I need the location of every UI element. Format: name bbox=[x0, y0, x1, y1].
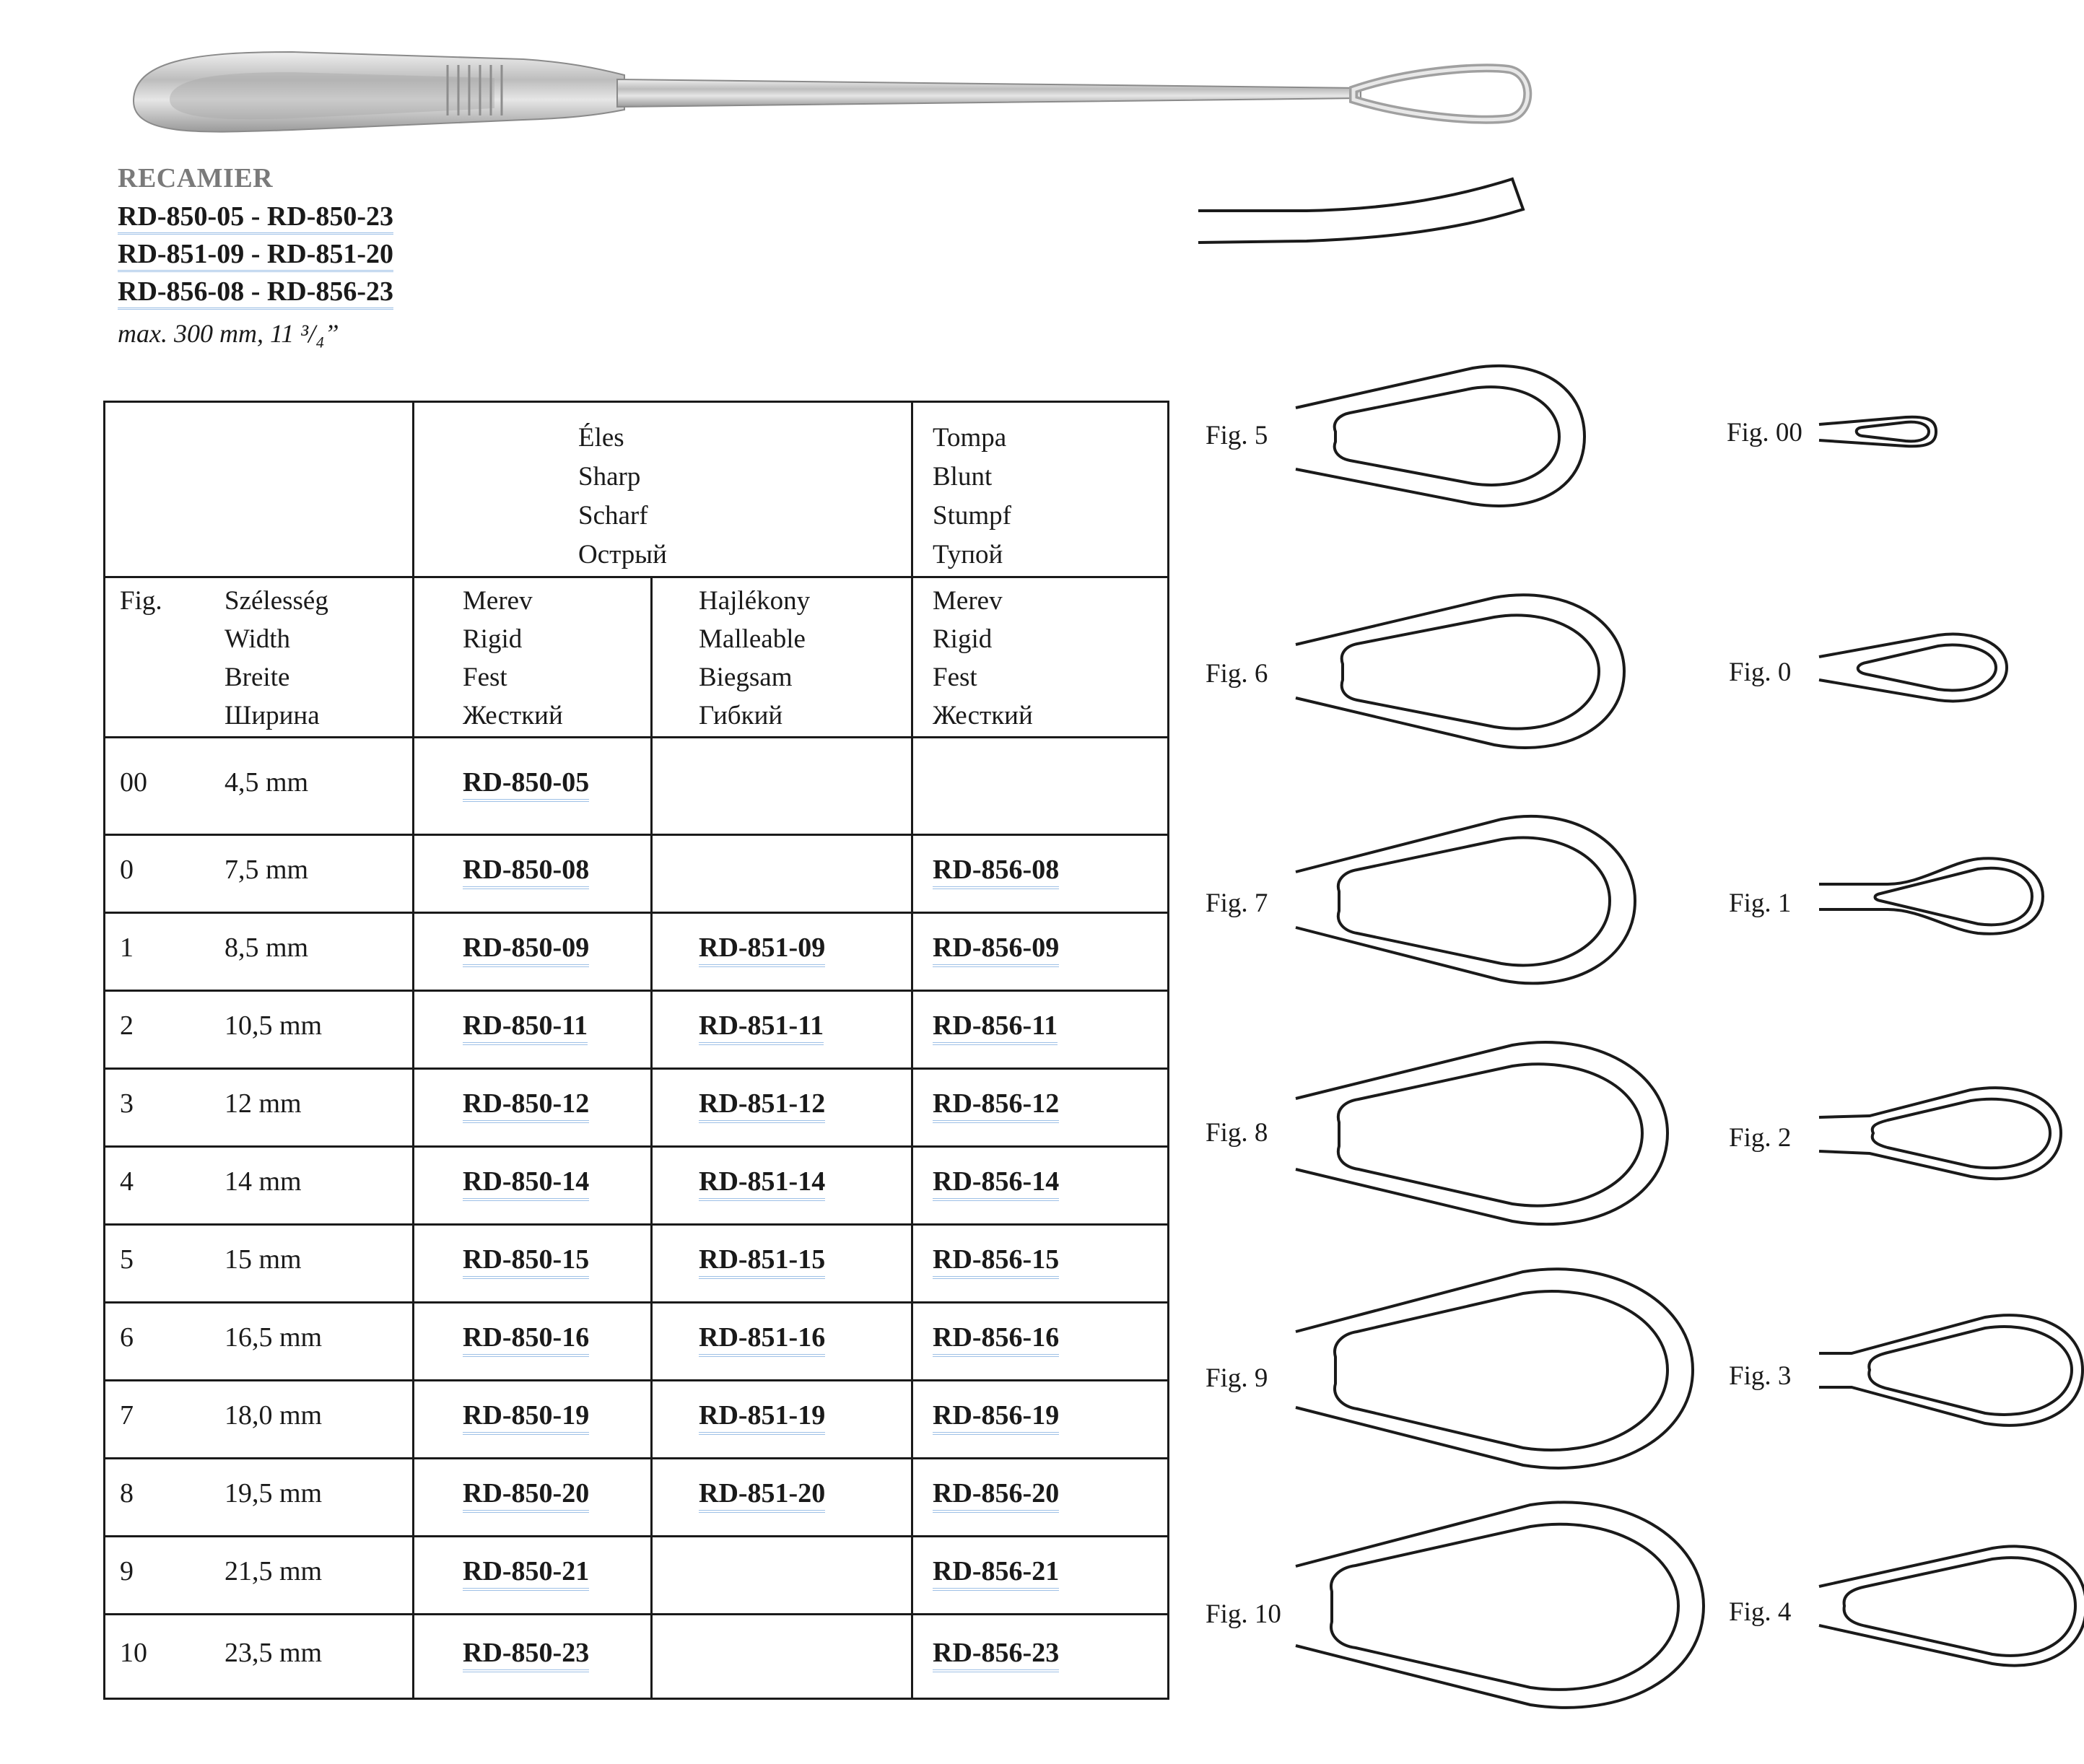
product-code-link[interactable]: RD-850-21 bbox=[463, 1555, 589, 1591]
fig-2-drawing bbox=[1819, 1088, 2061, 1179]
fig-label-7: Fig. 7 bbox=[1206, 888, 1268, 918]
product-code-link[interactable]: RD-851-15 bbox=[699, 1244, 825, 1279]
cell-width: 10,5 mm bbox=[224, 1010, 323, 1041]
cell-malleable bbox=[699, 1010, 824, 1045]
cell-rigid-blunt bbox=[933, 1166, 1059, 1201]
cell-fig: 5 bbox=[120, 1244, 134, 1275]
product-code-link[interactable]: RD-850-19 bbox=[463, 1400, 589, 1435]
table-divider bbox=[105, 834, 1167, 836]
cell-rigid-blunt bbox=[933, 1637, 1059, 1672]
fig-6-drawing bbox=[1296, 595, 1624, 748]
product-code-link[interactable]: RD-850-09 bbox=[463, 932, 589, 967]
cell-rigid-blunt bbox=[933, 1088, 1059, 1123]
fig-label-0: Fig. 0 bbox=[1729, 658, 1792, 687]
cell-rigid-blunt bbox=[933, 1400, 1059, 1435]
cell-width: 7,5 mm bbox=[224, 855, 309, 885]
cell-rigid-sharp bbox=[463, 1637, 589, 1672]
product-code-link[interactable]: RD-850-14 bbox=[463, 1166, 589, 1201]
fig-label-3: Fig. 3 bbox=[1729, 1361, 1792, 1391]
fig-1-drawing bbox=[1819, 858, 2043, 933]
cell-rigid-blunt bbox=[933, 932, 1059, 967]
column-header-rigid-sharp: Merev Rigid Fest Жесткий bbox=[463, 586, 563, 730]
product-brand: RECAMIER bbox=[118, 163, 274, 193]
product-code-link[interactable]: RD-856-15 bbox=[933, 1244, 1059, 1279]
cell-width: 21,5 mm bbox=[224, 1556, 323, 1586]
cell-fig: 8 bbox=[120, 1478, 134, 1508]
table-divider bbox=[105, 1535, 1167, 1537]
cell-rigid-sharp bbox=[463, 932, 589, 967]
product-code-link[interactable]: RD-856-20 bbox=[933, 1477, 1059, 1513]
column-header-malleable: Hajlékony Malleable Biegsam Гибкий bbox=[699, 586, 811, 730]
product-code-link[interactable]: RD-856-19 bbox=[933, 1400, 1059, 1435]
product-code-link[interactable]: RD-856-16 bbox=[933, 1322, 1059, 1357]
fig-label-4: Fig. 4 bbox=[1729, 1597, 1792, 1627]
table-divider bbox=[105, 1379, 1167, 1381]
cell-rigid-sharp bbox=[463, 1322, 589, 1357]
cell-malleable bbox=[699, 932, 825, 967]
product-code-link[interactable]: RD-851-11 bbox=[699, 1010, 824, 1045]
cell-fig: 7 bbox=[120, 1400, 134, 1431]
table-divider bbox=[105, 912, 1167, 914]
cell-rigid-sharp bbox=[463, 1010, 588, 1045]
cell-rigid-blunt bbox=[933, 1555, 1059, 1591]
fig-label-5: Fig. 5 bbox=[1206, 421, 1268, 450]
cell-width: 15 mm bbox=[224, 1244, 302, 1275]
cell-fig: 1 bbox=[120, 933, 134, 963]
specification-table bbox=[103, 401, 1169, 1700]
cell-rigid-sharp bbox=[463, 1244, 589, 1279]
fig-0-drawing bbox=[1819, 634, 2007, 702]
cell-fig: 2 bbox=[120, 1010, 134, 1041]
product-code-link[interactable]: RD-850-08 bbox=[463, 854, 589, 889]
fig-label-1: Fig. 1 bbox=[1729, 888, 1792, 918]
cell-rigid-sharp bbox=[463, 767, 589, 802]
group-header-sharp: Éles Sharp Scharf Острый bbox=[578, 423, 667, 569]
product-code-link[interactable]: RD-851-09 bbox=[699, 932, 825, 967]
product-code-link[interactable]: RD-850-23 bbox=[463, 1637, 589, 1672]
cell-rigid-blunt bbox=[933, 854, 1059, 889]
fig-5-drawing bbox=[1296, 366, 1584, 506]
cell-rigid-sharp bbox=[463, 1555, 589, 1591]
cell-width: 16,5 mm bbox=[224, 1322, 323, 1353]
cell-malleable bbox=[699, 1477, 825, 1513]
cell-width: 18,0 mm bbox=[224, 1400, 323, 1431]
fig-7-drawing bbox=[1296, 816, 1635, 984]
cell-width: 12 mm bbox=[224, 1088, 302, 1119]
loop-figures bbox=[1184, 346, 2084, 1764]
fig-label-00: Fig. 00 bbox=[1727, 418, 1802, 447]
fig-9-drawing bbox=[1296, 1269, 1693, 1468]
product-code-link[interactable]: RD-850-11 bbox=[463, 1010, 588, 1045]
cell-fig: 3 bbox=[120, 1088, 134, 1119]
product-code-link[interactable]: RD-850-20 bbox=[463, 1477, 589, 1513]
cell-rigid-sharp bbox=[463, 1400, 589, 1435]
cell-width: 23,5 mm bbox=[224, 1637, 323, 1668]
cell-malleable bbox=[699, 1166, 825, 1201]
table-divider bbox=[650, 577, 653, 1698]
product-code-link[interactable]: RD-856-23 bbox=[933, 1637, 1059, 1672]
fig-00-drawing bbox=[1819, 417, 1936, 447]
cell-fig: 00 bbox=[120, 767, 147, 798]
cell-width: 4,5 mm bbox=[224, 767, 309, 798]
code-range-856[interactable]: RD-856-08 - RD-856-23 bbox=[118, 276, 393, 310]
cell-rigid-blunt bbox=[933, 1322, 1059, 1357]
cell-fig: 10 bbox=[120, 1637, 147, 1668]
product-code-link[interactable]: RD-851-20 bbox=[699, 1477, 825, 1513]
fig-8-drawing bbox=[1296, 1042, 1667, 1224]
table-divider bbox=[412, 403, 414, 1698]
table-divider bbox=[911, 403, 913, 1698]
cell-rigid-blunt bbox=[933, 1477, 1059, 1513]
product-header bbox=[118, 162, 393, 349]
fig-10-drawing bbox=[1296, 1502, 1704, 1707]
column-header-fig: Fig. bbox=[120, 586, 162, 616]
fig-label-6: Fig. 6 bbox=[1206, 659, 1268, 689]
fig-label-8: Fig. 8 bbox=[1206, 1118, 1268, 1148]
cell-rigid-blunt bbox=[933, 1244, 1059, 1279]
cell-fig: 6 bbox=[120, 1322, 134, 1353]
product-code-link[interactable]: RD-851-19 bbox=[699, 1400, 825, 1435]
cell-rigid-sharp bbox=[463, 854, 589, 889]
cell-rigid-sharp bbox=[463, 1088, 589, 1123]
product-code-link[interactable]: RD-850-05 bbox=[463, 767, 589, 802]
product-code-link[interactable]: RD-851-16 bbox=[699, 1322, 825, 1357]
product-code-link[interactable]: RD-856-12 bbox=[933, 1088, 1059, 1123]
cell-malleable bbox=[699, 1244, 825, 1279]
fig-4-drawing bbox=[1819, 1546, 2084, 1665]
cell-width: 19,5 mm bbox=[224, 1478, 323, 1508]
table-divider bbox=[105, 1457, 1167, 1459]
product-code-link[interactable]: RD-856-21 bbox=[933, 1555, 1059, 1591]
cell-malleable bbox=[699, 1322, 825, 1357]
table-divider bbox=[105, 1067, 1167, 1070]
cell-width: 14 mm bbox=[224, 1166, 302, 1197]
table-divider bbox=[105, 1613, 1167, 1615]
product-code-link[interactable]: RD-851-12 bbox=[699, 1088, 825, 1123]
product-code-link[interactable]: RD-856-14 bbox=[933, 1166, 1059, 1201]
cell-rigid-sharp bbox=[463, 1166, 589, 1201]
cell-rigid-sharp bbox=[463, 1477, 589, 1513]
cell-width: 8,5 mm bbox=[224, 933, 309, 963]
cell-fig: 0 bbox=[120, 855, 134, 885]
product-code-link[interactable]: RD-856-11 bbox=[933, 1010, 1058, 1045]
product-code-link[interactable]: RD-856-08 bbox=[933, 854, 1059, 889]
table-divider bbox=[105, 1145, 1167, 1148]
code-range-851[interactable]: RD-851-09 - RD-851-20 bbox=[118, 239, 393, 272]
table-divider bbox=[105, 1223, 1167, 1226]
table-divider bbox=[105, 736, 1167, 738]
cell-fig: 9 bbox=[120, 1556, 134, 1586]
fig-3-drawing bbox=[1819, 1315, 2083, 1425]
cell-rigid-blunt bbox=[933, 1010, 1058, 1045]
product-code-link[interactable]: RD-850-12 bbox=[463, 1088, 589, 1123]
curette-profile-illustration bbox=[1191, 166, 1530, 253]
table-divider bbox=[105, 576, 1167, 578]
group-header-blunt: Tompa Blunt Stumpf Тупой bbox=[933, 423, 1011, 569]
product-code-link[interactable]: RD-850-15 bbox=[463, 1244, 589, 1279]
fig-label-9: Fig. 9 bbox=[1206, 1363, 1268, 1393]
column-header-rigid-blunt: Merev Rigid Fest Жесткий bbox=[933, 586, 1033, 730]
column-header-width: Szélesség Width Breite Ширина bbox=[224, 586, 328, 730]
product-code-link[interactable]: RD-850-16 bbox=[463, 1322, 589, 1357]
cell-fig: 4 bbox=[120, 1166, 134, 1197]
product-code-link[interactable]: RD-851-14 bbox=[699, 1166, 825, 1201]
cell-malleable bbox=[699, 1400, 825, 1435]
curette-instrument-illustration bbox=[119, 43, 1534, 144]
fig-label-10: Fig. 10 bbox=[1206, 1599, 1281, 1629]
table-divider bbox=[105, 1301, 1167, 1304]
code-range-850[interactable]: RD-850-05 - RD-850-23 bbox=[118, 201, 393, 235]
fig-label-2: Fig. 2 bbox=[1729, 1123, 1792, 1153]
product-code-link[interactable]: RD-856-09 bbox=[933, 932, 1059, 967]
max-size-note: max. 300 mm, 11 ³/₄” bbox=[118, 319, 339, 348]
cell-malleable bbox=[699, 1088, 825, 1123]
table-divider bbox=[105, 990, 1167, 992]
